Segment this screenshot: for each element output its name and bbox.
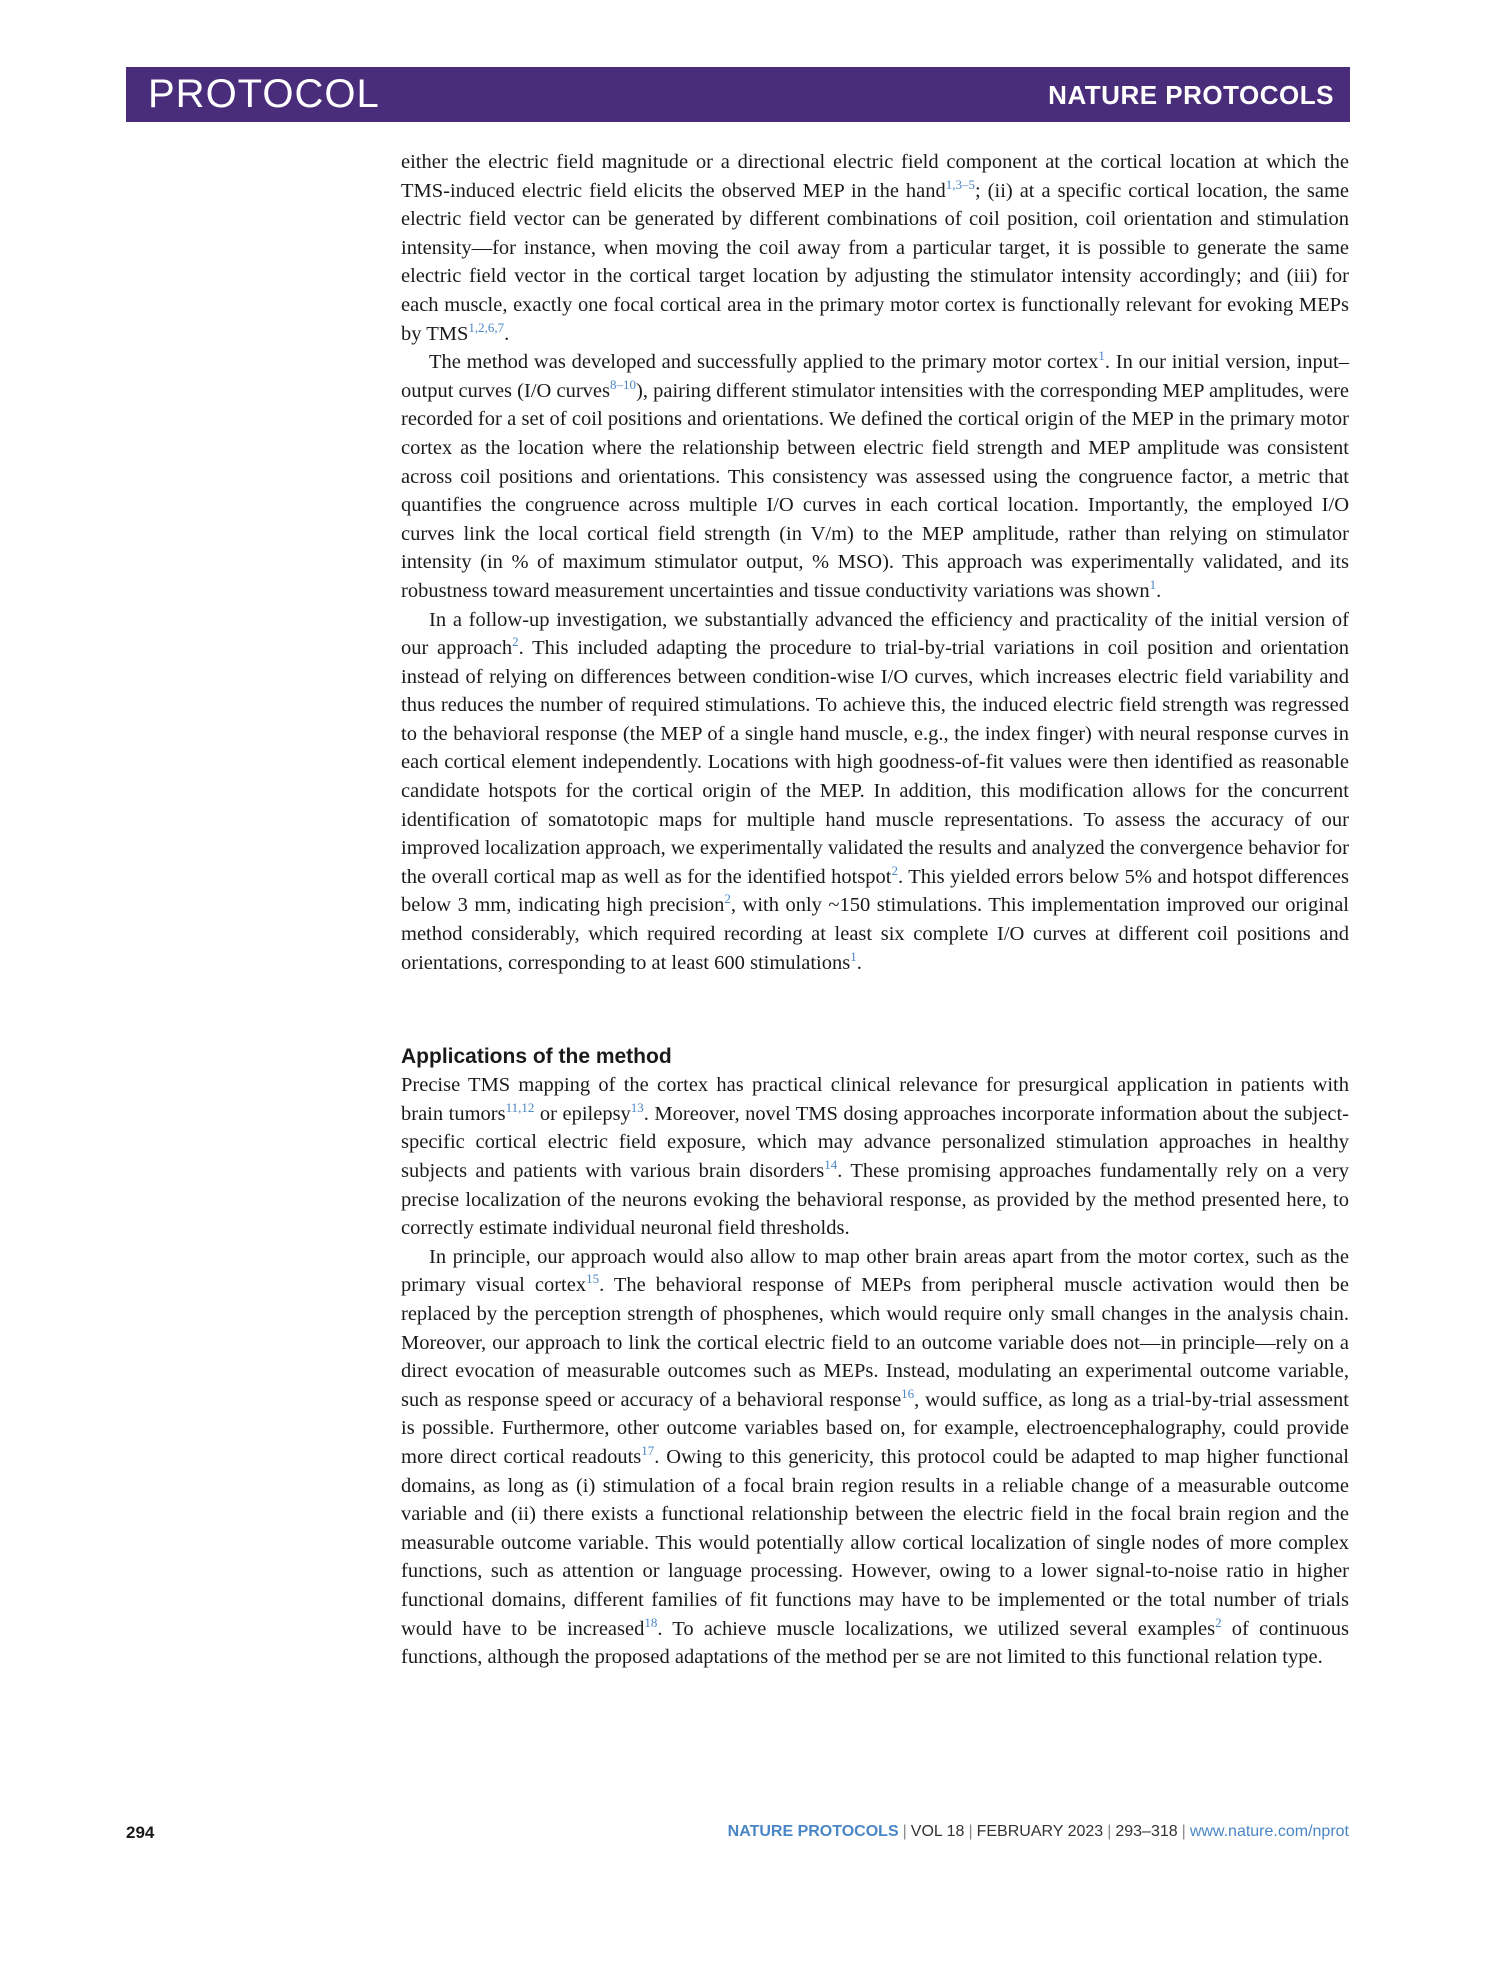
text-run: In a follow-up investigation, we substantially advanced the efficiency and practicality of the initial version of our approach xyxy=(401,608,1349,660)
article-body xyxy=(401,148,1349,1672)
text-run: either the electric field magnitude or a directional electric field component at the cortical location at which the TMS-induced electric field elicits the observed MEP in the hand xyxy=(401,151,1349,202)
paragraph xyxy=(401,148,1349,348)
page-number: 294 xyxy=(126,1823,155,1842)
text-run: . xyxy=(856,951,862,974)
footer-url-link[interactable]: www.nature.com/nprot xyxy=(1189,1823,1349,1840)
paragraph xyxy=(401,348,1349,605)
citation-link[interactable]: 17 xyxy=(641,1442,655,1458)
footer-volume: VOL 18 xyxy=(910,1823,965,1840)
citation-link[interactable]: 2 xyxy=(1215,1614,1222,1630)
text-run: . In our initial version, input–output curves (I/O curves xyxy=(401,351,1349,402)
text-run: . These promising approaches fundamentally rely on a very precise localization of the neurons evoking the behavioral response, as provided by the method presented here, to correctly estimate individual neuronal field thresholds. xyxy=(401,1160,1349,1240)
header-bar xyxy=(126,67,1350,122)
paragraph xyxy=(401,606,1349,978)
text-run: . The behavioral response of MEPs from peripheral muscle activation would then be replaced by the perception strength of phosphenes, which would require only small changes in the analysis chain. Moreover, our approach to link the cortical electric field to an outcome variable does not—in principle—rely on a direct evocation of measurable outcomes such as MEPs. Instead, modulating an experimental outcome variable, such as response speed or accuracy of a behavioral response xyxy=(401,1274,1349,1411)
citation-link[interactable]: 13 xyxy=(630,1099,644,1115)
citation-link[interactable]: 15 xyxy=(586,1271,600,1287)
text-run: . This yielded errors below 5% and hotspot differences below 3 mm, indicating high precision xyxy=(401,865,1349,917)
footer-citation: NATURE PROTOCOLS | VOL 18 | FEBRUARY 2023 | 293–318 | www.nature.com/nprot xyxy=(727,1823,1349,1840)
citation-link[interactable]: 1 xyxy=(850,948,857,964)
text-run: . Moreover, novel TMS dosing approaches incorporate information about the subject-specific cortical electric field exposure, which may advance personalized stimulation approaches in healthy subjects and patients with various brain disorders xyxy=(401,1102,1349,1182)
text-run: of continuous functions, although the proposed adaptations of the method per se are not limited to this functional relation type. xyxy=(401,1617,1350,1669)
text-run: ), pairing different stimulator intensities with the corresponding MEP amplitudes, were recorded for a set of coil positions and orientations. We defined the cortical origin of the MEP in the primary motor cortex as the location where the relationship between electric field strength and MEP amplitude was consistent across coil positions and orientations. This consistency was assessed using the congruence factor, a metric that quantifies the congruence across multiple I/O curves in each cortical location. Importantly, the employed I/O curves link the local cortical field strength (in V/m) to the MEP amplitude, rather than relying on stimulator intensity (in % of maximum stimulator output, % MSO). This approach was experimentally validated, and its robustness toward measurement uncertainties and tissue conductivity variations was shown xyxy=(401,379,1349,602)
citation-link[interactable]: 14 xyxy=(824,1157,838,1172)
citation-link[interactable]: 1 xyxy=(1149,576,1157,592)
citation-link[interactable]: 18 xyxy=(644,1614,658,1630)
journal-label: NATURE PROTOCOLS xyxy=(1048,80,1334,110)
text-run: The method was developed and successfully applied to the primary motor cortex xyxy=(429,351,1099,374)
footer-pages: 293–318 xyxy=(1115,1823,1178,1840)
text-run: . To achieve muscle localizations, we utilized several examples xyxy=(657,1617,1216,1640)
text-run: ; (ii) at a specific cortical location, the same electric field vector can be generated by different combinations of coil position, coil orientation and stimulation intensity—for instance, when moving the coil away from a particular target, it is possible to generate the same electric field vector in the cortical target location by adjusting the stimulator intensity accordingly; and (iii) for each muscle, exactly one focal cortical area in the primary motor cortex is functionally relevant for evoking MEPs by TMS xyxy=(401,179,1349,345)
citation-link[interactable]: 1,3–5 xyxy=(945,176,976,192)
citation-link[interactable]: 8–10 xyxy=(610,376,636,392)
section-label: PROTOCOL xyxy=(148,72,380,116)
text-run: . xyxy=(1156,579,1162,602)
citation-link[interactable]: 16 xyxy=(901,1385,915,1401)
text-run: , would suffice, as long as a trial-by-trial assessment is possible. Furthermore, other outcome variables based on, for example, electroencephalography, could provide more direct cortical readouts xyxy=(401,1388,1349,1468)
citation-link[interactable]: 2 xyxy=(512,634,519,650)
text-run: . This included adapting the procedure to trial-by-trial variations in coil position and orientation instead of relying on differences between condition-wise I/O curves, which increases electric field variability and thus reduces the number of required stimulations. To achieve this, the induced electric field strength was regressed to the behavioral response (the MEP of a single hand muscle, e.g., the index finger) with neural response curves in each cortical element independently. Locations with high goodness-of-fit values were then identified as reasonable candidate hotspots for the cortical origin of the MEP. In addition, this modification allows for the concurrent identification of somatotopic maps for multiple hand muscle representations. To assess the accuracy of our improved localization approach, we experimentally validated the results and analyzed the convergence behavior for the overall cortical map as well as for the identified hotspot xyxy=(401,637,1349,888)
paragraph xyxy=(401,1071,1349,1243)
section-heading: Applications of the method xyxy=(401,1045,672,1069)
footer-journal: NATURE PROTOCOLS xyxy=(727,1823,899,1840)
text-run: . Owing to this genericity, this protocol could be adapted to map higher functional domains, as long as (i) stimulation of a focal brain region results in a reliable change of a measurable outcome variable and (ii) there exists a functional relationship between the electric field in the focal brain region and the measurable outcome variable. This would potentially allow cortical localization of single nodes of more complex functions, such as attention or language processing. However, owing to a lower signal-to-noise ratio in higher functional domains, different families of fit functions may have to be implemented or the total number of trials would have to be increased xyxy=(401,1445,1349,1640)
text-run: or epilepsy xyxy=(534,1102,631,1125)
text-run: In principle, our approach would also allow to map other brain areas apart from the motor cortex, such as the primary visual cortex xyxy=(401,1245,1349,1297)
footer-date: FEBRUARY 2023 xyxy=(976,1823,1104,1840)
text-run: , with only ~150 stimulations. This implementation improved our original method considerably, which required recording at least six complete I/O curves at different coil positions and orientations, corresponding to at least 600 stimulations xyxy=(401,894,1349,974)
paragraph xyxy=(401,1243,1349,1672)
citation-link[interactable]: 1 xyxy=(1098,348,1105,364)
citation-link[interactable]: 1,2,6,7 xyxy=(468,319,505,335)
text-run: Precise TMS mapping of the cortex has practical clinical relevance for presurgical application in patients with brain tumors xyxy=(401,1074,1349,1125)
citation-link[interactable]: 2 xyxy=(724,891,731,907)
citation-link[interactable]: 11,12 xyxy=(505,1099,535,1115)
text-run: . xyxy=(504,322,510,345)
citation-link[interactable]: 2 xyxy=(891,862,898,878)
